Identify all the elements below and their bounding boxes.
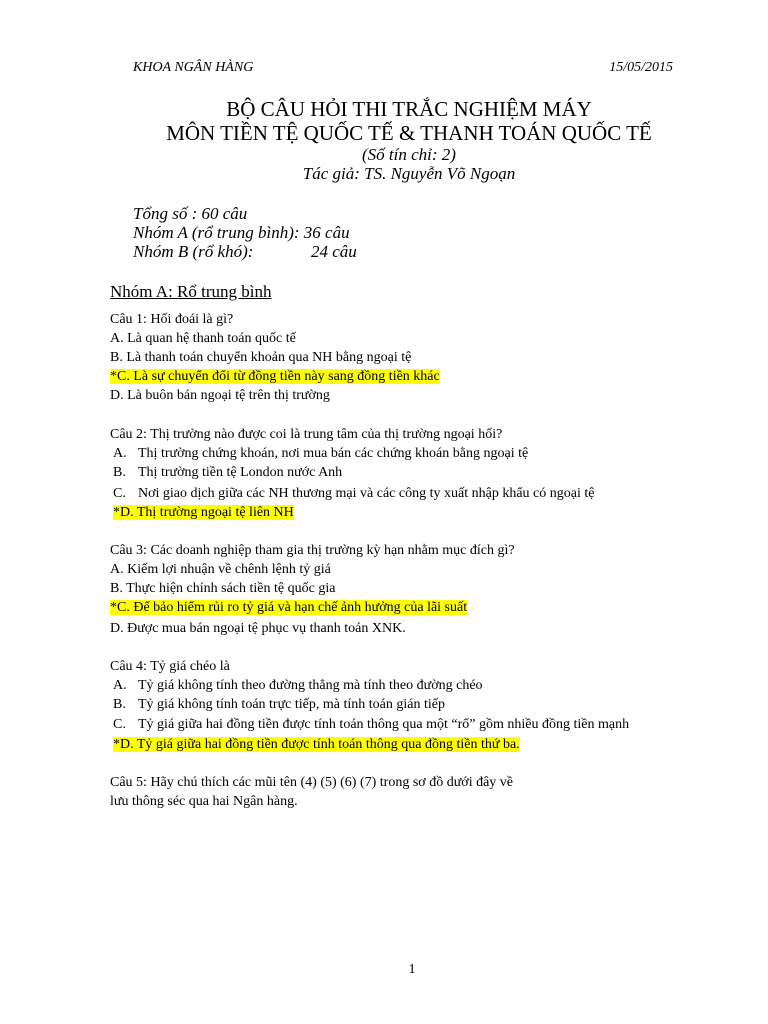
q2-option-a-marker: A.: [113, 446, 127, 461]
q3-question: Câu 3: Các doanh nghiệp tham gia thị trường kỳ hạn nhằm mục đích gì?: [110, 543, 515, 558]
summary-group-a-label: Nhóm A (rổ trung bình):: [133, 223, 300, 242]
q1-option-d: D. Là buôn bán ngoại tệ trên thị trường: [110, 388, 330, 403]
q2-option-b-text: Thị trường tiền tệ London nước Anh: [138, 465, 343, 480]
q2-option-c: [113, 485, 594, 502]
q3-option-c-answer: [110, 599, 467, 616]
summary-group-b: [133, 242, 357, 262]
q2-option-a-text: Thị trường chứng khoán, nơi mua bán các chứng khoán bằng ngoại tệ: [138, 446, 529, 461]
q4-option-c: [113, 716, 629, 733]
q4-option-c-marker: C.: [113, 717, 126, 732]
q1-option-a: A. Là quan hệ thanh toán quốc tế: [110, 331, 296, 346]
q2-option-c-text: Nơi giao dịch giữa các NH thương mại và các công ty xuất nhập khẩu có ngoại tệ: [138, 486, 595, 501]
summary-group-a-count: 36 câu: [303, 223, 350, 242]
q1-answer-highlight: *C. Là sự chuyển đổi từ đồng tiền này sang đồng tiền khác: [110, 369, 440, 384]
q2-option-b: [113, 464, 342, 481]
header-date: 15/05/2015: [609, 60, 673, 75]
q2-question: Câu 2: Thị trường nào được coi là trung tâm của thị trường ngoại hối?: [110, 427, 503, 442]
summary-group-b-count: 24 câu: [311, 242, 357, 261]
q2-option-c-marker: C.: [113, 486, 126, 501]
q3-answer-highlight: *C. Để bảo hiểm rủi ro tỷ giá và hạn chế ảnh hưởng của lãi suất: [110, 600, 468, 615]
doc-title-line2: MÔN TIỀN TỆ QUỐC TẾ & THANH TOÁN QUỐC TẾ: [166, 121, 652, 145]
section-title: Nhóm A: Rổ trung bình: [110, 282, 272, 301]
q5-question: Câu 5: Hãy chú thích các mũi tên (4) (5) (6) (7) trong sơ đồ dưới đây về lưu thông séc qua hai Ngân hàng.: [110, 775, 514, 809]
page-number: 1: [408, 962, 416, 977]
summary-total: Tổng số : 60 câu: [133, 204, 248, 223]
q4-option-b-text: Tỷ giá không tính toán trực tiếp, mà tính toán gián tiếp: [138, 697, 445, 712]
q4-option-d-answer: [113, 736, 520, 753]
q2-answer-highlight: *D. Thị trường ngoại tệ liên NH: [113, 505, 294, 520]
doc-credits: (Số tín chỉ: 2): [362, 145, 456, 164]
q2-option-a: [113, 445, 528, 462]
q4-question: Câu 4: Tỷ giá chéo là: [110, 659, 230, 674]
q4-option-c-text: Tỷ giá giữa hai đồng tiền được tính toán thông qua một “rổ” gồm nhiều đồng tiền mạnh: [138, 717, 630, 732]
q4-option-a-text: Tỷ giá không tính theo đường thẳng mà tính theo đường chéo: [138, 678, 483, 693]
doc-author: Tác giả: TS. Nguyễn Võ Ngoạn: [302, 164, 516, 183]
q3-option-d: D. Được mua bán ngoại tệ phục vụ thanh toán XNK.: [110, 621, 406, 636]
summary-group-b-label: Nhóm B (rổ khó):: [133, 242, 254, 261]
q1-option-b: B. Là thanh toán chuyển khoản qua NH bằng ngoại tệ: [110, 350, 412, 365]
q4-option-a-marker: A.: [113, 678, 127, 693]
q4-answer-highlight: *D. Tỷ giá giữa hai đồng tiền được tính toán thông qua đồng tiền thứ ba.: [113, 737, 520, 752]
doc-title-line1: BỘ CÂU HỎI THI TRẮC NGHIỆM MÁY: [226, 97, 592, 121]
q4-option-b-marker: B.: [113, 697, 126, 712]
q2-option-d-answer: [113, 504, 294, 521]
q2-option-b-marker: B.: [113, 465, 126, 480]
q1-question: Câu 1: Hối đoái là gì?: [110, 312, 234, 327]
q3-option-a: A. Kiếm lợi nhuận về chênh lệnh tỷ giá: [110, 562, 331, 577]
header-faculty: KHOA NGÂN HÀNG: [133, 60, 254, 75]
q4-option-a: [113, 677, 483, 694]
q3-option-b: B. Thực hiện chính sách tiền tệ quốc gia: [110, 581, 336, 596]
q4-option-b: [113, 696, 445, 713]
summary-group-a: [133, 223, 350, 243]
q1-option-c-answer: [110, 368, 440, 385]
